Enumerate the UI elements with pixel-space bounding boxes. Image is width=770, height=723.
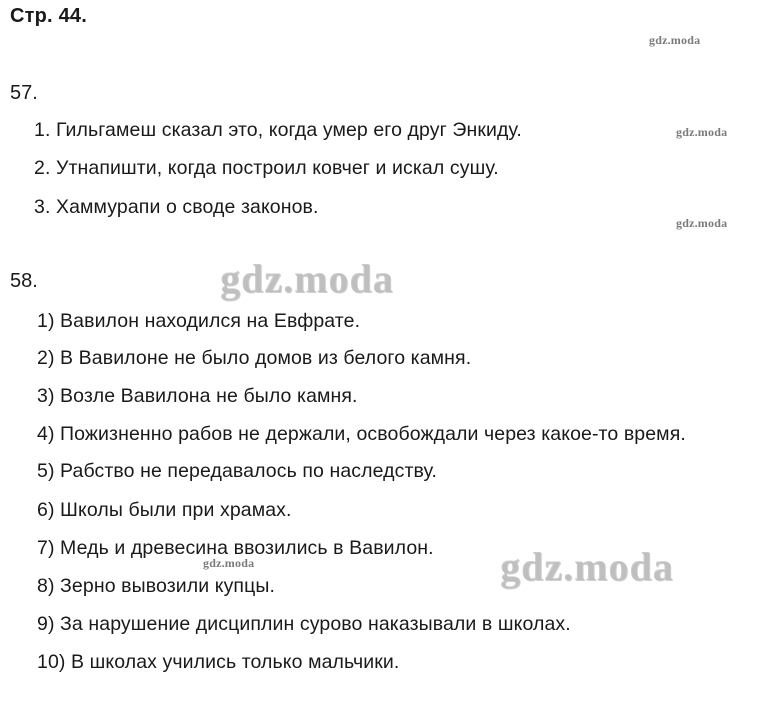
task-57-item: 2. Утнапишти, когда построил ковчег и искал сушу.: [34, 157, 499, 179]
watermark-large: gdz.moda: [500, 544, 674, 589]
task-58-item: 7) Медь и древесина ввозились в Вавилон.: [37, 537, 434, 559]
task-58-item: 2) В Вавилоне не было домов из белого камня.: [37, 347, 472, 369]
task-58-item: 4) Пожизненно рабов не держали, освобождали через какое-то время.: [37, 423, 686, 445]
task-58-item: 3) Возле Вавилона не было камня.: [37, 385, 358, 407]
watermark-small: gdz.moda: [676, 125, 728, 139]
task-58-item: 5) Рабство не передавалось по наследству.: [37, 460, 437, 482]
page-title: Стр. 44.: [10, 5, 87, 27]
task-number-57: 57.: [10, 82, 38, 104]
task-number-58: 58.: [10, 270, 38, 292]
watermark-small: gdz.moda: [203, 556, 255, 570]
task-58-item: 1) Вавилон находился на Евфрате.: [37, 310, 361, 332]
task-58-item: 9) За нарушение дисциплин сурово наказывали в школах.: [37, 613, 571, 635]
task-57-item: 3. Хаммурапи о своде законов.: [34, 196, 319, 218]
watermark-large: gdz.moda: [220, 256, 394, 301]
watermark-small: gdz.moda: [676, 216, 728, 230]
task-58-item: 10) В школах учились только мальчики.: [37, 651, 400, 673]
task-58-item: 8) Зерно вывозили купцы.: [37, 575, 275, 597]
task-58-item: 6) Школы были при храмах.: [37, 499, 292, 521]
task-57-item: 1. Гильгамеш сказал это, когда умер его друг Энкиду.: [34, 119, 522, 141]
watermark-small: gdz.moda: [649, 33, 701, 47]
